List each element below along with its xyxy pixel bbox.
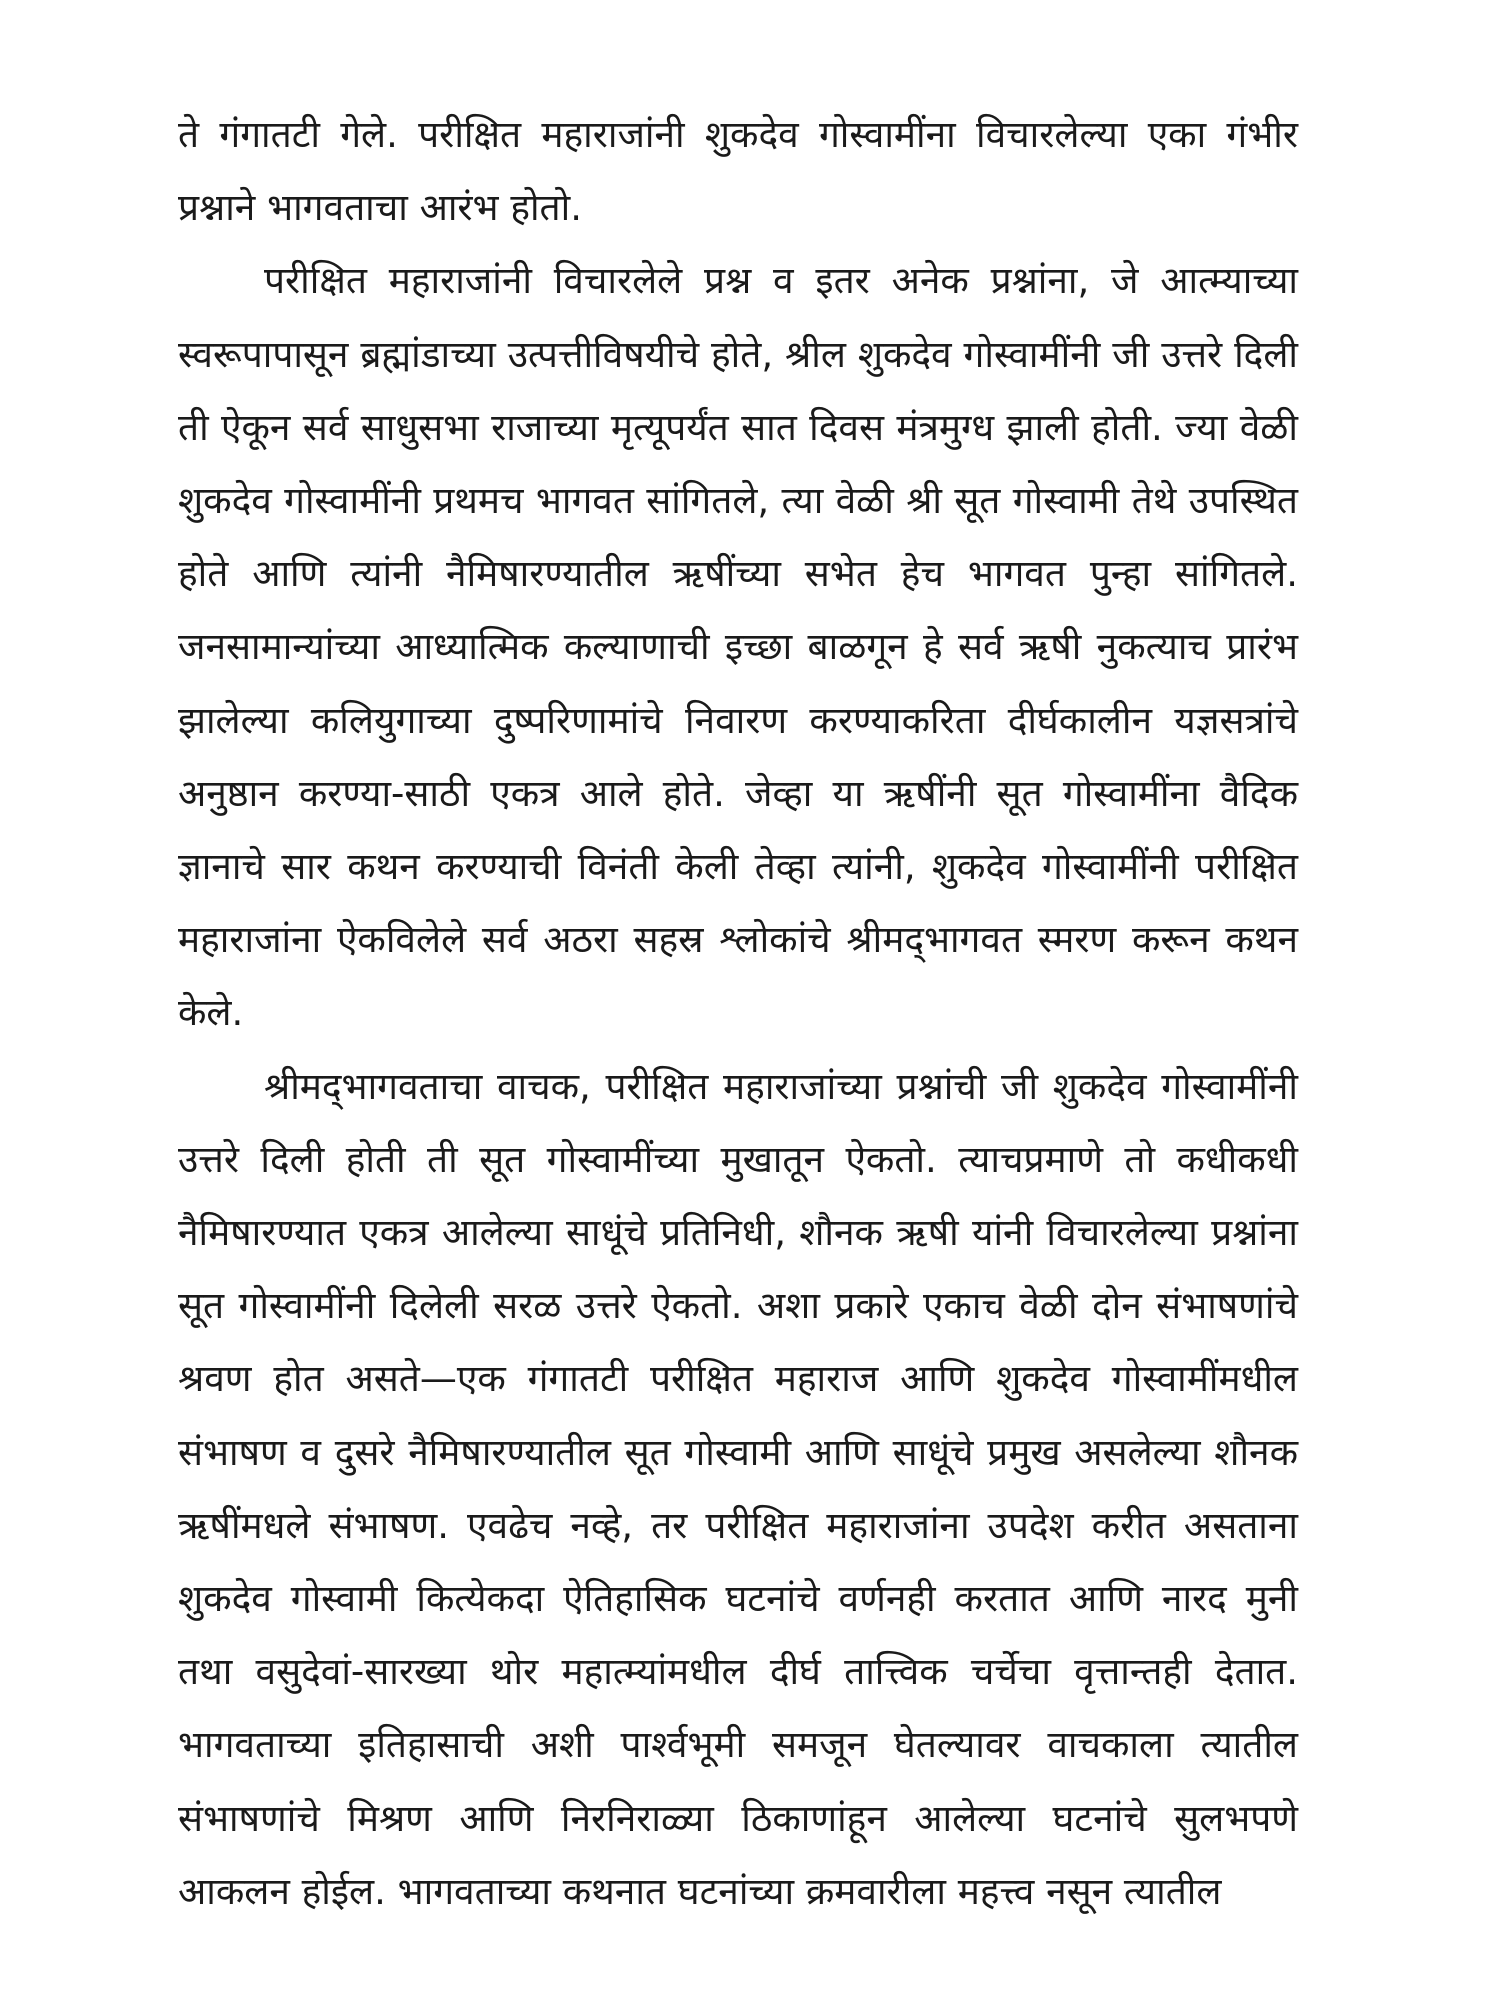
paragraph-3: श्रीमद्‌भागवताचा वाचक, परीक्षित महाराजांच्या प्रश्नांची जी शुकदेव गोस्वामींनी उत्तरे दिली होती ती सूत गोस्वामींच्या मुखातून ऐकतो. त्याचप्रमाणे तो कधीकधी नैमिषारण्यात एकत्र आलेल्या साधूंचे प्रतिनिधी, शौनक ऋषी यांनी विचारलेल्या प्रश्नांना सूत गोस्वामींनी दिलेली सरळ उत्तरे ऐकतो. अशा प्रकारे एकाच वेळी दोन संभाषणांचे श्रवण होत असते—एक गंगातटी परीक्षित महाराज आणि शुकदेव गोस्वामींमधील संभाषण व दुसरे नैमिषारण्यातील सूत गोस्वामी आणि साधूंचे प्रमुख असलेल्या शौनक ऋषींमधले संभाषण. एवढेच नव्हे, तर परीक्षित महाराजांना उपदेश करीत असताना शुकदेव गोस्वामी कित्येकदा ऐतिहासिक घटनांचे वर्णनही करतात आणि नारद मुनी तथा वसुदेवां-सारख्या थोर महात्म्यांमधील दीर्घ तात्त्विक चर्चेचा वृत्तान्तही देतात. भागवताच्या इतिहासाची अशी पार्श्वभूमी समजून घेतल्यावर वाचकाला त्यातील संभाषणांचे मिश्रण आणि निरनिराळ्या ठिकाणांहून आलेल्या घटनांचे सुलभपणे आकलन होईल. भागवताच्या कथनात घटनांच्या क्रमवारीला महत्त्व नसून त्यातील <box>178 1064 1298 1913</box>
paragraph-1: ते गंगातटी गेले. परीक्षित महाराजांनी शुकदेव गोस्वामींना विचारलेल्या एका गंभीर प्रश्नाने भागवताचा आरंभ होतो. <box>178 113 1298 230</box>
paragraph-2: परीक्षित महाराजांनी विचारलेले प्रश्न व इतर अनेक प्रश्नांना, जे आत्म्याच्या स्वरूपापासून ब्रह्मांडाच्या उत्पत्तीविषयीचे होते, श्रील शुकदेव गोस्वामींनी जी उत्तरे दिली ती ऐकून सर्व साधुसभा राजाच्या मृत्यूपर्यंत सात दिवस मंत्रमुग्ध झाली होती. ज्या वेळी शुकदेव गोस्वामींनी प्रथमच भागवत सांगितले, त्या वेळी श्री सूत गोस्वामी तेथे उपस्थित होते आणि त्यांनी नैमिषारण्यातील ऋषींच्या सभेत हेच भागवत पुन्हा सांगितले. जनसामान्यांच्या आध्यात्मिक कल्याणाची इच्छा बाळगून हे सर्व ऋषी नुकत्याच प्रारंभ झालेल्या कलियुगाच्या दुष्परिणामांचे निवारण करण्याकरिता दीर्घकालीन यज्ञसत्रांचे अनुष्ठान करण्या-साठी एकत्र आले होते. जेव्हा या ऋषींनी सूत गोस्वामींना वैदिक ज्ञानाचे सार कथन करण्याची विनंती केली तेव्हा त्यांनी, शुकदेव गोस्वामींनी परीक्षित महाराजांना ऐकविलेले सर्व अठरा सहस्र श्लोकांचे श्रीमद्‌भागवत स्मरण करून कथन केले. <box>178 259 1298 1035</box>
document-page <box>178 98 1298 1928</box>
